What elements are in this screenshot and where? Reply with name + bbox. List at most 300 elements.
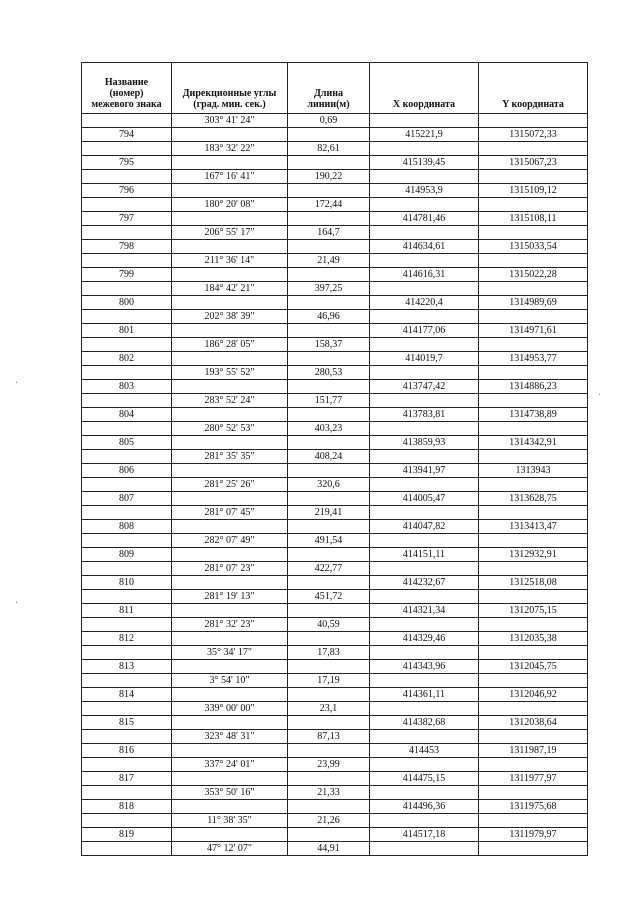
angle-cell: 339° 00' 00": [172, 702, 288, 716]
y-cell: 1314886,23: [479, 380, 588, 394]
y-cell: 1314989,69: [479, 296, 588, 310]
empty-cell: [288, 268, 370, 282]
empty-cell: [370, 338, 479, 352]
empty-cell: [172, 128, 288, 142]
segment-row: [82, 114, 588, 128]
length-cell: 21,49: [288, 254, 370, 268]
empty-cell: [172, 408, 288, 422]
empty-cell: [479, 562, 588, 576]
y-cell: 1312045,75: [479, 660, 588, 674]
x-cell: 414496,36: [370, 800, 479, 814]
segment-row: [82, 842, 588, 856]
point-row: [82, 716, 588, 730]
empty-cell: [288, 492, 370, 506]
empty-cell: [370, 450, 479, 464]
scan-mark: ·: [15, 378, 19, 389]
x-cell: 415221,9: [370, 128, 479, 142]
x-cell: 414361,11: [370, 688, 479, 702]
point-row: [82, 324, 588, 338]
empty-cell: [479, 282, 588, 296]
empty-cell: [82, 422, 172, 436]
segment-row: [82, 646, 588, 660]
empty-cell: [370, 814, 479, 828]
name-cell: 818: [82, 800, 172, 814]
y-cell: 1311977,97: [479, 772, 588, 786]
empty-cell: [479, 842, 588, 856]
empty-cell: [370, 702, 479, 716]
empty-cell: [370, 646, 479, 660]
empty-cell: [370, 394, 479, 408]
segment-row: [82, 282, 588, 296]
empty-cell: [288, 688, 370, 702]
angle-cell: 11° 38' 35": [172, 814, 288, 828]
x-cell: 414634,61: [370, 240, 479, 254]
empty-cell: [288, 576, 370, 590]
empty-cell: [82, 562, 172, 576]
y-cell: 1311979,97: [479, 828, 588, 842]
point-row: [82, 464, 588, 478]
point-row: [82, 604, 588, 618]
name-cell: 815: [82, 716, 172, 730]
empty-cell: [82, 478, 172, 492]
scan-mark: ·: [598, 390, 602, 401]
x-cell: 414475,15: [370, 772, 479, 786]
length-cell: 151,77: [288, 394, 370, 408]
name-cell: 813: [82, 660, 172, 674]
empty-cell: [172, 380, 288, 394]
name-cell: 812: [82, 632, 172, 646]
segment-row: [82, 590, 588, 604]
y-cell: 1312038,64: [479, 716, 588, 730]
header-angle-line: (град. мин. сек.): [193, 99, 266, 110]
y-cell: 1312046,92: [479, 688, 588, 702]
length-cell: 408,24: [288, 450, 370, 464]
angle-cell: 280° 52' 53": [172, 422, 288, 436]
empty-cell: [82, 282, 172, 296]
x-cell: 414177,06: [370, 324, 479, 338]
empty-cell: [172, 268, 288, 282]
name-cell: 807: [82, 492, 172, 506]
empty-cell: [82, 646, 172, 660]
angle-cell: 35° 34' 17": [172, 646, 288, 660]
empty-cell: [370, 478, 479, 492]
empty-cell: [370, 786, 479, 800]
empty-cell: [370, 310, 479, 324]
y-cell: 1313943: [479, 464, 588, 478]
y-cell: 1315109,12: [479, 184, 588, 198]
empty-cell: [288, 296, 370, 310]
y-cell: 1312518,08: [479, 576, 588, 590]
name-cell: 796: [82, 184, 172, 198]
empty-cell: [172, 548, 288, 562]
empty-cell: [479, 394, 588, 408]
point-row: [82, 492, 588, 506]
empty-cell: [172, 296, 288, 310]
point-row: [82, 828, 588, 842]
point-row: [82, 436, 588, 450]
angle-cell: 211° 36' 14": [172, 254, 288, 268]
name-cell: 797: [82, 212, 172, 226]
y-cell: 1314971,61: [479, 324, 588, 338]
angle-cell: 183° 32' 22": [172, 142, 288, 156]
angle-cell: 281° 19' 13": [172, 590, 288, 604]
name-cell: 798: [82, 240, 172, 254]
name-cell: 799: [82, 268, 172, 282]
empty-cell: [479, 534, 588, 548]
x-cell: 414382,68: [370, 716, 479, 730]
segment-row: [82, 534, 588, 548]
empty-cell: [288, 828, 370, 842]
empty-cell: [370, 506, 479, 520]
x-cell: 414453: [370, 744, 479, 758]
empty-cell: [288, 548, 370, 562]
empty-cell: [172, 660, 288, 674]
angle-cell: 281° 35' 35": [172, 450, 288, 464]
angle-cell: 186° 28' 05": [172, 338, 288, 352]
name-cell: 810: [82, 576, 172, 590]
y-cell: 1312035,38: [479, 632, 588, 646]
length-cell: 23,1: [288, 702, 370, 716]
point-row: [82, 660, 588, 674]
empty-cell: [82, 590, 172, 604]
empty-cell: [82, 618, 172, 632]
segment-row: [82, 758, 588, 772]
point-row: [82, 212, 588, 226]
x-cell: 414047,82: [370, 520, 479, 534]
empty-cell: [82, 842, 172, 856]
point-row: [82, 548, 588, 562]
x-cell: 413747,42: [370, 380, 479, 394]
angle-cell: 202° 38' 39": [172, 310, 288, 324]
length-cell: 46,96: [288, 310, 370, 324]
length-cell: 44,91: [288, 842, 370, 856]
segment-row: [82, 366, 588, 380]
segment-row: [82, 786, 588, 800]
empty-cell: [288, 716, 370, 730]
segment-row: [82, 254, 588, 268]
empty-cell: [172, 156, 288, 170]
x-cell: 415139,45: [370, 156, 479, 170]
length-cell: 190,22: [288, 170, 370, 184]
empty-cell: [172, 240, 288, 254]
length-cell: 491,54: [288, 534, 370, 548]
segment-row: [82, 730, 588, 744]
empty-cell: [479, 478, 588, 492]
point-row: [82, 184, 588, 198]
empty-cell: [82, 814, 172, 828]
point-row: [82, 380, 588, 394]
point-row: [82, 240, 588, 254]
x-cell: 414781,46: [370, 212, 479, 226]
point-row: [82, 156, 588, 170]
empty-cell: [288, 464, 370, 478]
empty-cell: [172, 828, 288, 842]
empty-cell: [479, 366, 588, 380]
segment-row: [82, 338, 588, 352]
point-row: [82, 268, 588, 282]
length-cell: 87,13: [288, 730, 370, 744]
empty-cell: [479, 758, 588, 772]
empty-cell: [479, 142, 588, 156]
segment-row: [82, 170, 588, 184]
empty-cell: [370, 590, 479, 604]
header-length-line: линии(м): [307, 99, 350, 110]
empty-cell: [370, 366, 479, 380]
empty-cell: [479, 450, 588, 464]
y-cell: 1315022,28: [479, 268, 588, 282]
table-header-row: [82, 63, 588, 114]
empty-cell: [288, 772, 370, 786]
empty-cell: [479, 170, 588, 184]
empty-cell: [479, 422, 588, 436]
empty-cell: [479, 646, 588, 660]
empty-cell: [82, 758, 172, 772]
empty-cell: [82, 338, 172, 352]
angle-cell: 281° 07' 23": [172, 562, 288, 576]
header-name-line: межевого знака: [91, 99, 162, 110]
segment-row: [82, 814, 588, 828]
angle-cell: 283° 52' 24": [172, 394, 288, 408]
empty-cell: [82, 226, 172, 240]
point-row: [82, 128, 588, 142]
empty-cell: [370, 282, 479, 296]
length-cell: 397,25: [288, 282, 370, 296]
name-cell: 814: [82, 688, 172, 702]
point-row: [82, 772, 588, 786]
empty-cell: [370, 758, 479, 772]
angle-cell: 281° 32' 23": [172, 618, 288, 632]
y-cell: 1313628,75: [479, 492, 588, 506]
length-cell: 280,53: [288, 366, 370, 380]
empty-cell: [288, 184, 370, 198]
length-cell: 320,6: [288, 478, 370, 492]
y-cell: 1315067,23: [479, 156, 588, 170]
empty-cell: [172, 800, 288, 814]
y-cell: 1315108,11: [479, 212, 588, 226]
angle-cell: 184° 42' 21": [172, 282, 288, 296]
length-cell: 21,33: [288, 786, 370, 800]
point-row: [82, 576, 588, 590]
segment-row: [82, 450, 588, 464]
x-cell: 414616,31: [370, 268, 479, 282]
empty-cell: [288, 632, 370, 646]
angle-cell: 3° 54' 10": [172, 674, 288, 688]
empty-cell: [172, 520, 288, 534]
empty-cell: [288, 352, 370, 366]
name-cell: 800: [82, 296, 172, 310]
empty-cell: [172, 576, 288, 590]
empty-cell: [288, 744, 370, 758]
header-y: Y координата: [479, 63, 588, 114]
empty-cell: [172, 352, 288, 366]
point-row: [82, 744, 588, 758]
empty-cell: [370, 142, 479, 156]
empty-cell: [288, 156, 370, 170]
empty-cell: [82, 506, 172, 520]
header-angle: [172, 63, 288, 114]
empty-cell: [288, 240, 370, 254]
length-cell: 17,83: [288, 646, 370, 660]
empty-cell: [288, 800, 370, 814]
empty-cell: [479, 114, 588, 128]
y-cell: 1314738,89: [479, 408, 588, 422]
point-row: [82, 408, 588, 422]
empty-cell: [370, 226, 479, 240]
y-cell: 1314342,91: [479, 436, 588, 450]
empty-cell: [172, 464, 288, 478]
empty-cell: [172, 688, 288, 702]
x-cell: 413859,93: [370, 436, 479, 450]
angle-cell: 323° 48' 31": [172, 730, 288, 744]
y-cell: 1314953,77: [479, 352, 588, 366]
header-name: [82, 63, 172, 114]
empty-cell: [288, 660, 370, 674]
x-cell: 414517,18: [370, 828, 479, 842]
y-cell: 1311987,19: [479, 744, 588, 758]
empty-cell: [479, 590, 588, 604]
empty-cell: [479, 786, 588, 800]
empty-cell: [82, 674, 172, 688]
empty-cell: [370, 422, 479, 436]
empty-cell: [82, 702, 172, 716]
y-cell: 1311975,68: [479, 800, 588, 814]
segment-row: [82, 702, 588, 716]
scan-mark: ·: [15, 598, 19, 609]
name-cell: 801: [82, 324, 172, 338]
empty-cell: [82, 534, 172, 548]
length-cell: 219,41: [288, 506, 370, 520]
empty-cell: [172, 716, 288, 730]
y-cell: 1312932,91: [479, 548, 588, 562]
x-cell: 414005,47: [370, 492, 479, 506]
empty-cell: [288, 324, 370, 338]
length-cell: 82,61: [288, 142, 370, 156]
empty-cell: [82, 394, 172, 408]
name-cell: 811: [82, 604, 172, 618]
y-cell: 1315033,54: [479, 240, 588, 254]
empty-cell: [370, 198, 479, 212]
segment-row: [82, 422, 588, 436]
name-cell: 819: [82, 828, 172, 842]
empty-cell: [288, 520, 370, 534]
empty-cell: [172, 604, 288, 618]
name-cell: 816: [82, 744, 172, 758]
segment-row: [82, 142, 588, 156]
segment-row: [82, 674, 588, 688]
empty-cell: [479, 198, 588, 212]
angle-cell: 353° 50' 16": [172, 786, 288, 800]
empty-cell: [479, 254, 588, 268]
x-cell: 414220,4: [370, 296, 479, 310]
empty-cell: [370, 618, 479, 632]
table-body: [82, 114, 588, 856]
x-cell: 414151,11: [370, 548, 479, 562]
segment-row: [82, 310, 588, 324]
header-length-line: Длина: [313, 88, 343, 99]
empty-cell: [370, 562, 479, 576]
x-cell: 414343,96: [370, 660, 479, 674]
empty-cell: [288, 436, 370, 450]
angle-cell: 193° 55' 52": [172, 366, 288, 380]
point-row: [82, 688, 588, 702]
empty-cell: [172, 184, 288, 198]
empty-cell: [172, 744, 288, 758]
name-cell: 795: [82, 156, 172, 170]
empty-cell: [479, 702, 588, 716]
empty-cell: [82, 366, 172, 380]
y-cell: 1315072,33: [479, 128, 588, 142]
x-cell: 414321,34: [370, 604, 479, 618]
angle-cell: 337° 24' 01": [172, 758, 288, 772]
length-cell: 40,59: [288, 618, 370, 632]
segment-row: [82, 394, 588, 408]
point-row: [82, 520, 588, 534]
empty-cell: [172, 324, 288, 338]
empty-cell: [288, 380, 370, 394]
angle-cell: 282° 07' 49": [172, 534, 288, 548]
length-cell: 0,69: [288, 114, 370, 128]
length-cell: 21,26: [288, 814, 370, 828]
x-cell: 414019,7: [370, 352, 479, 366]
y-cell: 1312075,15: [479, 604, 588, 618]
length-cell: 23,99: [288, 758, 370, 772]
empty-cell: [82, 730, 172, 744]
empty-cell: [82, 786, 172, 800]
angle-cell: 303° 41' 24": [172, 114, 288, 128]
empty-cell: [479, 730, 588, 744]
name-cell: 794: [82, 128, 172, 142]
length-cell: 17,19: [288, 674, 370, 688]
angle-cell: 206° 55' 17": [172, 226, 288, 240]
empty-cell: [479, 226, 588, 240]
name-cell: 809: [82, 548, 172, 562]
angle-cell: 281° 07' 45": [172, 506, 288, 520]
header-name-line: (номер): [109, 88, 144, 99]
angle-cell: 167° 16' 41": [172, 170, 288, 184]
name-cell: 808: [82, 520, 172, 534]
point-row: [82, 800, 588, 814]
header-angle-line: Дирекционные углы: [182, 88, 277, 99]
segment-row: [82, 478, 588, 492]
x-cell: 414953,9: [370, 184, 479, 198]
empty-cell: [479, 506, 588, 520]
name-cell: 803: [82, 380, 172, 394]
point-row: [82, 296, 588, 310]
empty-cell: [82, 254, 172, 268]
name-cell: 802: [82, 352, 172, 366]
empty-cell: [370, 842, 479, 856]
x-cell: 414232,67: [370, 576, 479, 590]
length-cell: 451,72: [288, 590, 370, 604]
length-cell: 422,77: [288, 562, 370, 576]
length-cell: 403,23: [288, 422, 370, 436]
name-cell: 806: [82, 464, 172, 478]
empty-cell: [479, 310, 588, 324]
empty-cell: [288, 408, 370, 422]
length-cell: 164,7: [288, 226, 370, 240]
empty-cell: [172, 436, 288, 450]
empty-cell: [479, 674, 588, 688]
name-cell: 804: [82, 408, 172, 422]
empty-cell: [288, 604, 370, 618]
empty-cell: [82, 310, 172, 324]
length-cell: 158,37: [288, 338, 370, 352]
header-name-line: Название: [104, 77, 149, 88]
length-cell: 172,44: [288, 198, 370, 212]
empty-cell: [370, 674, 479, 688]
x-cell: 414329,46: [370, 632, 479, 646]
empty-cell: [479, 814, 588, 828]
